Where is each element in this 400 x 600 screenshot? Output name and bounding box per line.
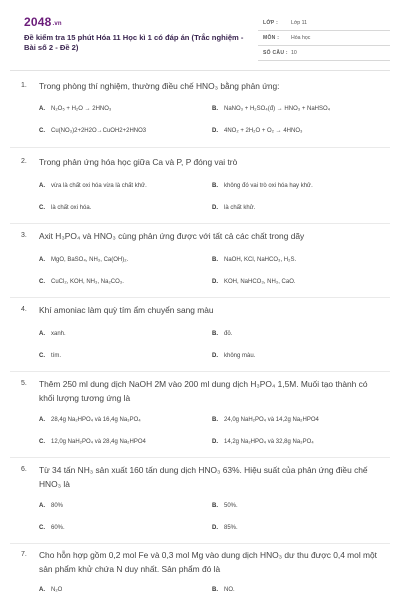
question-text: Trong phản ứng hóa học giữa Ca và P, P đóng vai trò bbox=[39, 157, 238, 167]
answer-option[interactable] bbox=[39, 257, 128, 263]
option-label: D. bbox=[212, 439, 218, 445]
option-label: B. bbox=[212, 106, 218, 112]
option-label: C. bbox=[39, 439, 45, 445]
question-number: 2. bbox=[21, 158, 27, 165]
answer-option[interactable] bbox=[39, 205, 91, 211]
answer-option[interactable] bbox=[212, 257, 296, 263]
option-text: 85%. bbox=[224, 525, 238, 531]
question-number: 7. bbox=[21, 551, 27, 558]
option-text: MgO, BaSO₄, NH₃, Ca(OH)₂. bbox=[51, 257, 129, 263]
logo-tld: .vn bbox=[52, 21, 62, 27]
question-item bbox=[10, 544, 390, 600]
answer-option[interactable] bbox=[212, 417, 319, 423]
answer-option[interactable] bbox=[212, 205, 255, 211]
option-text: đỏ. bbox=[224, 331, 233, 337]
question-list bbox=[10, 74, 390, 600]
option-text: không màu. bbox=[224, 353, 256, 359]
option-text: vừa là chất oxi hóa vừa là chất khử. bbox=[51, 183, 147, 189]
question-item bbox=[10, 372, 390, 458]
meta-value: Lớp 11 bbox=[291, 20, 307, 26]
option-label: A. bbox=[39, 503, 45, 509]
option-label: D. bbox=[212, 205, 218, 211]
option-text: N₂O₅ + H₂O → 2HNO₃ bbox=[51, 106, 112, 112]
option-label: A. bbox=[39, 106, 45, 112]
answer-option[interactable] bbox=[212, 331, 232, 337]
question-number: 1. bbox=[21, 82, 27, 89]
answer-option[interactable] bbox=[39, 106, 111, 112]
answer-option[interactable] bbox=[39, 128, 146, 134]
option-text: 14,2g Na₂HPO₄ và 32,8g Na₃PO₄ bbox=[224, 439, 314, 445]
answer-option[interactable] bbox=[39, 279, 124, 285]
option-label: D. bbox=[212, 525, 218, 531]
option-text: 4NO₂ + 2H₂O + O₂ → 4HNO₃ bbox=[224, 128, 303, 134]
option-text: tím. bbox=[51, 353, 61, 359]
meta-key: LỚP : bbox=[263, 20, 279, 26]
option-text: 50%. bbox=[224, 503, 238, 509]
question-number: 4. bbox=[21, 306, 27, 313]
option-text: 28,4g Na₂HPO₄ và 16,4g Na₃PO₄ bbox=[51, 417, 141, 423]
option-text: là chất oxi hóa. bbox=[51, 205, 92, 211]
question-text: Thêm 250 ml dung dịch NaOH 2M vào 200 ml dung dịch H₃PO₄ 1,5M. Muối tạo thành có khối lượng tương ứng là bbox=[39, 379, 368, 403]
answer-option[interactable] bbox=[212, 439, 314, 445]
option-text: 24,0g NaH₂PO₄ và 14,2g Na₂HPO4 bbox=[224, 417, 319, 423]
meta-key: MÔN : bbox=[263, 35, 280, 41]
question-text: Khí amoniac làm quỳ tím ẩm chuyển sang màu bbox=[39, 305, 214, 315]
logo-text: 2048 bbox=[24, 15, 52, 29]
question-text: Từ 34 tấn NH₃ sản xuất 160 tấn dung dịch HNO₃ 63%. Hiệu suất của phản ứng điều chế HNO₃ là bbox=[39, 465, 368, 489]
question-item bbox=[10, 74, 390, 148]
meta-value: 10 bbox=[291, 50, 297, 56]
quiz-meta-table bbox=[258, 16, 390, 61]
option-label: B. bbox=[212, 183, 218, 189]
option-label: B. bbox=[212, 503, 218, 509]
option-label: B. bbox=[212, 587, 218, 593]
option-text: NaOH, KCl, NaHCO₃, H₂S. bbox=[224, 257, 297, 263]
quiz-title: Đề kiểm tra 15 phút Hóa 11 Học kì 1 có đáp án (Trắc nghiệm - Bài số 2 - Đề 2) bbox=[24, 33, 244, 52]
question-number: 6. bbox=[21, 466, 27, 473]
answer-option[interactable] bbox=[39, 417, 141, 423]
meta-key: SỐ CÂU : bbox=[263, 50, 288, 56]
answer-option[interactable] bbox=[212, 183, 313, 189]
option-label: D. bbox=[212, 128, 218, 134]
meta-value: Hóa học bbox=[291, 35, 311, 41]
option-text: 60%. bbox=[51, 525, 65, 531]
option-label: D. bbox=[212, 279, 218, 285]
option-label: B. bbox=[212, 331, 218, 337]
answer-option[interactable] bbox=[39, 525, 65, 531]
answer-option[interactable] bbox=[39, 353, 61, 359]
option-text: N₂O bbox=[51, 587, 63, 593]
option-text: NaNO₃ + H₂SO₄(đ) → HNO₃ + NaHSO₄ bbox=[224, 106, 331, 112]
answer-option[interactable] bbox=[39, 439, 146, 445]
answer-option[interactable] bbox=[39, 503, 63, 509]
option-text: 12,0g NaH₂PO₄ và 28,4g Na₂HPO4 bbox=[51, 439, 146, 445]
question-item bbox=[10, 458, 390, 544]
option-label: C. bbox=[39, 128, 45, 134]
question-text: Axit H₃PO₄ và HNO₃ cùng phản ứng được với tất cả các chất trong dãy bbox=[39, 231, 305, 241]
answer-option[interactable] bbox=[39, 183, 147, 189]
option-label: A. bbox=[39, 183, 45, 189]
meta-row-subject bbox=[258, 31, 390, 46]
quiz-header bbox=[10, 8, 390, 66]
option-text: Cu(NO₃)2+2H2O→CuOH2+2HNO3 bbox=[51, 128, 147, 134]
option-label: B. bbox=[212, 257, 218, 263]
question-item bbox=[10, 224, 390, 298]
question-item bbox=[10, 298, 390, 372]
answer-option[interactable] bbox=[212, 525, 238, 531]
answer-option[interactable] bbox=[212, 503, 238, 509]
option-label: D. bbox=[212, 353, 218, 359]
question-number: 5. bbox=[21, 380, 27, 387]
option-text: 80% bbox=[51, 503, 64, 509]
answer-option[interactable] bbox=[39, 331, 66, 337]
option-label: A. bbox=[39, 417, 45, 423]
meta-row-class bbox=[258, 16, 390, 31]
site-logo[interactable] bbox=[24, 15, 62, 29]
option-text: KOH, NaHCO₃, NH₃, CaO. bbox=[224, 279, 296, 285]
option-label: A. bbox=[39, 587, 45, 593]
meta-row-question-count bbox=[258, 46, 390, 61]
option-label: A. bbox=[39, 257, 45, 263]
answer-option[interactable] bbox=[39, 587, 62, 593]
answer-option[interactable] bbox=[212, 128, 302, 134]
header-divider bbox=[10, 70, 390, 71]
option-label: A. bbox=[39, 331, 45, 337]
question-number: 3. bbox=[21, 232, 27, 239]
question-text: Cho hỗn hợp gồm 0,2 mol Fe và 0,3 mol Mg vào dung dịch HNO₃ dư thu được 0,4 mol một sản phẩm khử chứa N duy nhất. Sản phẩm đó là bbox=[39, 550, 377, 574]
question-text: Trong phòng thí nghiệm, thường điều chế HNO₃ bằng phản ứng: bbox=[39, 81, 280, 91]
answer-option[interactable] bbox=[212, 106, 330, 112]
option-label: C. bbox=[39, 279, 45, 285]
option-label: C. bbox=[39, 353, 45, 359]
option-text: NO. bbox=[224, 587, 235, 593]
option-text: xanh. bbox=[51, 331, 66, 337]
answer-option[interactable] bbox=[212, 587, 235, 593]
question-item bbox=[10, 148, 390, 224]
option-text: CuCl₂, KOH, NH₃, Na₂CO₃. bbox=[51, 279, 124, 285]
option-text: là chất khử. bbox=[224, 205, 256, 211]
answer-option[interactable] bbox=[212, 353, 255, 359]
option-label: C. bbox=[39, 205, 45, 211]
answer-option[interactable] bbox=[212, 279, 296, 285]
option-label: B. bbox=[212, 417, 218, 423]
option-text: không đó vai trò oxi hóa hay khử. bbox=[224, 183, 313, 189]
option-label: C. bbox=[39, 525, 45, 531]
